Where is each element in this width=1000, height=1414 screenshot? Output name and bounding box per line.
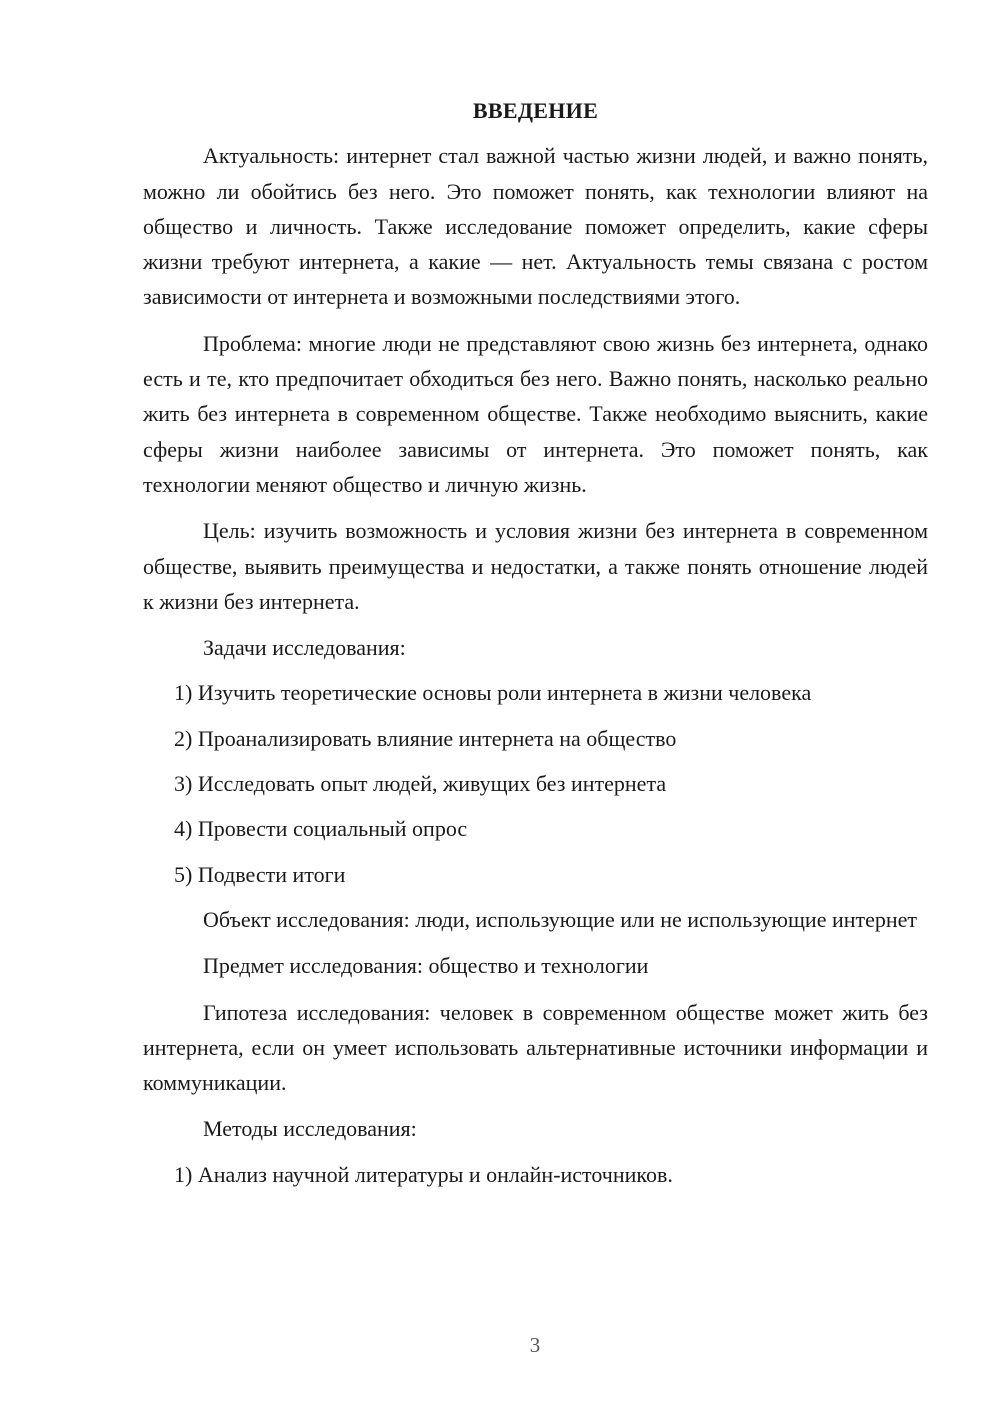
page-content: [143, 93, 928, 1202]
methods-heading: Методы исследования:: [203, 1116, 417, 1142]
hypothesis-paragraph: Гипотеза исследования: человек в современном обществе может жить без интернета, если он умеет использовать альтернативные источники информации и коммуникации.: [143, 999, 928, 1096]
task-item: 2) Проанализировать влияние интернета на общество: [174, 725, 677, 751]
object-paragraph: Объект исследования: люди, использующие или не использующие интернет: [203, 906, 918, 932]
subject-paragraph: Предмет исследования: общество и технологии: [203, 953, 649, 979]
relevance-paragraph: Актуальность: интернет стал важной частью жизни людей, и важно понять, можно ли обойтись без него. Это поможет понять, как технологии влияют на общество и личность. Также исследование поможет определить, какие сферы жизни требуют интернета, а какие — нет. Актуальность темы связана с ростом зависимости от интернета и возможными последствиями этого.: [143, 143, 928, 310]
tasks-heading: Задачи исследования:: [203, 635, 406, 661]
problem-paragraph: Проблема: многие люди не представляют свою жизнь без интернета, однако есть и те, кто предпочитает обходиться без него. Важно понять, насколько реально жить без интернета в современном обществе. Также необходимо выяснить, какие сферы жизни наиболее зависимы от интернета. Это поможет понять, как технологии меняют общество и личную жизнь.: [143, 330, 928, 497]
method-item: 1) Анализ научной литературы и онлайн-источников.: [174, 1161, 673, 1187]
task-item: 1) Изучить теоретические основы роли интернета в жизни человека: [174, 680, 812, 706]
page-title: ВВЕДЕНИЕ: [472, 98, 599, 123]
task-item: 4) Провести социальный опрос: [174, 816, 468, 842]
page-number: 3: [529, 1333, 541, 1357]
task-item: 5) Подвести итоги: [174, 861, 346, 887]
goal-paragraph: Цель: изучить возможность и условия жизни без интернета в современном обществе, выявить преимущества и недостатки, а также понять отношение людей к жизни без интернета.: [143, 518, 928, 614]
task-item: 3) Исследовать опыт людей, живущих без интернета: [174, 771, 667, 797]
